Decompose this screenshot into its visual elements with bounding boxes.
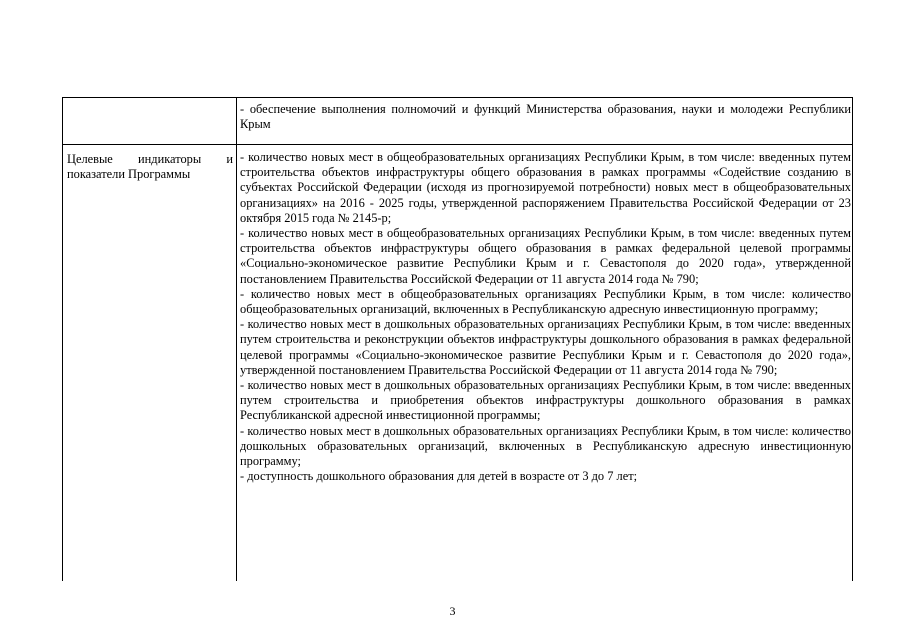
indicator-item: - количество новых мест в общеобразовательных организациях Республики Крым, в том числе: введенных путем строительства объектов инфраструктуры общего образования в рамках федеральной целевой программы «Социально-экономическое развитие Республики Крым и г. Севастополя до 2020 года», утвержденной постановлением Правительства Российской Федерации от 11 августа 2014 года № 790; (240, 226, 851, 286)
indicator-item: - доступность дошкольного образования для детей в возрасте от 3 до 7 лет; (240, 469, 638, 484)
row1-content-text: - обеспечение выполнения полномочий и функций Министерства образования, науки и молодежи Республики Крым (240, 102, 851, 132)
row2-label-line: показатели Программы (67, 167, 191, 182)
row1-content-cell (240, 102, 851, 132)
row2-content-cell (240, 150, 851, 484)
indicator-item: - количество новых мест в дошкольных образовательных организациях Республики Крым, в том числе: количество дошкольных образовательных организаций, включенных в Республиканскую адресную инвестиционную программу; (240, 423, 851, 469)
row-divider (63, 144, 852, 145)
column-divider (236, 98, 237, 581)
indicator-item: - количество новых мест в общеобразовательных организациях Республики Крым, в том числе: количество общеобразовательных организаций, включенных в Республиканскую адресную инвестиционную программу; (240, 286, 851, 317)
page-number: 3 (449, 604, 456, 618)
indicator-item: - количество новых мест в общеобразовательных организациях Республики Крым, в том числе: введенных путем строительства объектов инфраструктуры общего образования в рамках программы «Содействие созданию в субъектах Российской Федерации (исходя из прогнозируемой потребности) новых мест в общеобразовательных организациях» на 2016 - 2025 годы, утвержденной распоряжением Правительства Российской Федерации от 23 октября 2015 года № 2145-р; (240, 150, 851, 225)
program-table (62, 97, 853, 581)
row2-label-cell (67, 152, 233, 182)
indicator-item: - количество новых мест в дошкольных образовательных организациях Республики Крым, в том числе: введенных путем строительства и реконструкции объектов инфраструктуры дошкольного образования в рамках федеральной целевой программы «Социально-экономическое развитие Республики Крым и г. Севастополя до 2020 года», утвержденной постановлением Правительства Российской Федерации от 11 августа 2014 года № 790; (240, 317, 851, 377)
indicator-item: - количество новых мест в дошкольных образовательных организациях Республики Крым, в том числе: введенных путем строительства и приобретения объектов инфраструктуры дошкольного образования в рамках Республиканской адресной инвестиционной программы; (240, 378, 851, 423)
row2-label-line: Целевые индикаторы и (67, 152, 233, 166)
